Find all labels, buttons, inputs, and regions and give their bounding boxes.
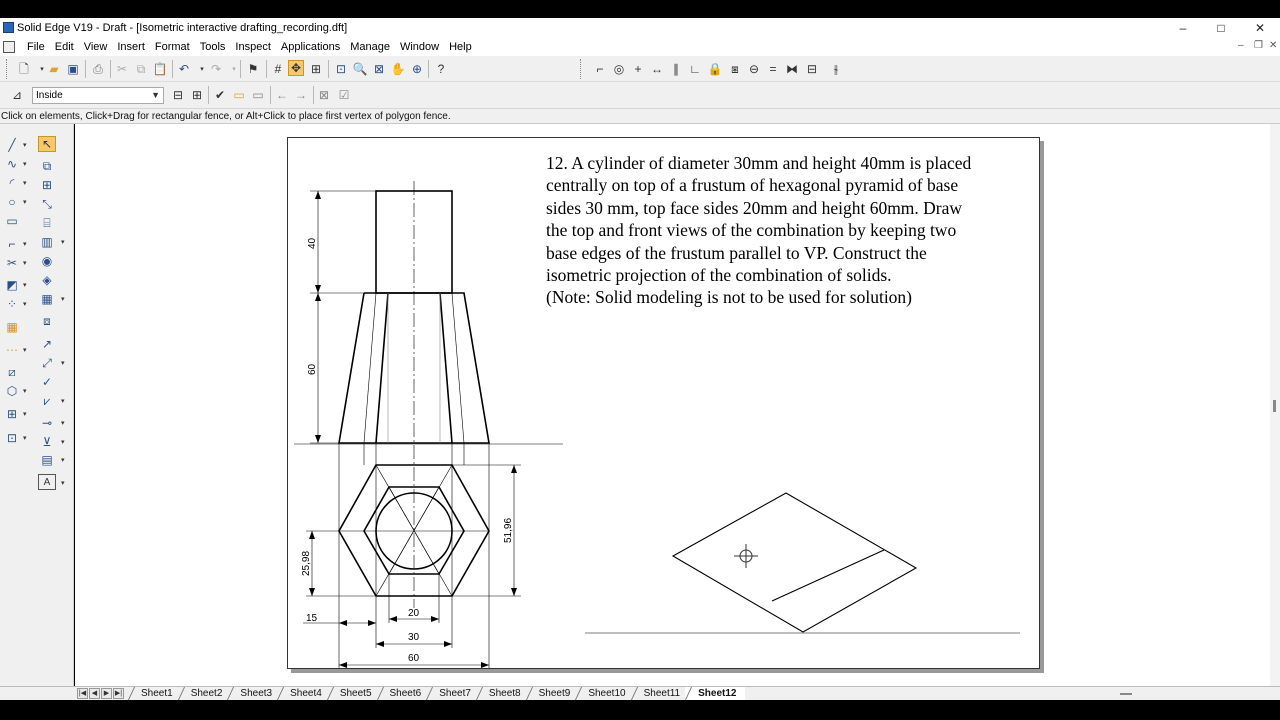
zoom-in-icon[interactable]: ⊕ (411, 62, 423, 76)
horizontal-tool-icon[interactable]: ↔ (651, 62, 663, 76)
whats-this-icon[interactable]: ? (437, 62, 445, 76)
save-icon[interactable]: ▣ (67, 62, 79, 76)
vertical-scrollbar[interactable] (1270, 124, 1280, 686)
rectangle-icon[interactable]: ▭ (6, 214, 18, 228)
document-icon[interactable] (3, 41, 15, 53)
line-tool-icon[interactable]: ⌐ (596, 62, 604, 76)
open-icon[interactable]: ▰ (49, 62, 59, 76)
weld-symbol-icon[interactable]: ⩗ (43, 393, 51, 408)
selection-mode-select[interactable] (32, 87, 164, 104)
ribbon-bar (0, 82, 1280, 108)
surface-texture-icon[interactable]: ✓ (41, 375, 53, 389)
fit-icon[interactable]: ⊠ (373, 62, 385, 76)
problem-line: base edges of the frustum parallel to VP. Construct the (546, 242, 927, 263)
text-icon[interactable]: A (38, 474, 56, 490)
lock-icon[interactable]: 🔒 (707, 62, 723, 76)
menu-inspect[interactable]: Inspect (235, 41, 271, 53)
first-sheet-button[interactable]: |◀ (78, 690, 87, 697)
sheet-tabs (128, 687, 741, 700)
dim-text-cylinder-height: 40 (307, 237, 318, 249)
sheet-tab-sheet12[interactable]: Sheet12 (685, 687, 745, 700)
dimension-axis-icon[interactable]: ▦ (41, 292, 53, 306)
dim-text-offset: 15 (306, 613, 318, 624)
solid-edge-app-icon (3, 22, 14, 33)
sheet-tab-sheet1[interactable]: Sheet1 (128, 687, 182, 700)
edge-condition-icon[interactable]: ⊸ (41, 416, 53, 430)
connect-tool-icon[interactable]: ⧆ (731, 62, 739, 76)
sheet-tab-sheet6[interactable]: Sheet6 (377, 687, 431, 700)
sheet-tab-sheet4[interactable]: Sheet4 (277, 687, 331, 700)
fence-overlap-icon[interactable]: ⊞ (191, 88, 203, 102)
sheet-tab-bar (0, 686, 1280, 700)
pattern-icon[interactable]: ⁘ (6, 297, 18, 311)
trim-icon[interactable]: ✂ (6, 256, 18, 270)
menu-items (22, 40, 477, 54)
problem-line: isometric projection of the combination of solids. (546, 265, 892, 286)
back-icon[interactable]: ← (276, 88, 288, 102)
sheet-tab-sheet11[interactable]: Sheet11 (631, 687, 690, 700)
toolbar-grip[interactable] (6, 59, 9, 79)
undo-icon[interactable]: ↶ (178, 62, 190, 76)
dim-text-frustum-height: 60 (307, 363, 318, 375)
sheet-tab-sheet5[interactable]: Sheet5 (327, 687, 381, 700)
view-3d-icon[interactable]: ⬡ (6, 384, 18, 398)
dim-text-base-across: 60 (408, 653, 420, 664)
window-title: Solid Edge V19 - Draft - [Isometric interactive drafting_recording.dft] (17, 22, 348, 34)
cross-tool-icon[interactable]: + (634, 62, 642, 76)
distance-icon[interactable]: ⊞ (41, 178, 53, 192)
drawing-tools-bar: ╱ ▾ ∿ ▾ ◜ ▾ ○ ▾ ▭ ⌐ ▾ ✂ ▾ ◩ ▾ ⁘ ▾ ▦ ⋯ ▾ ⧄ ⬡ ▾ ⊞ ▾ ⊡ ▾ ↖ ⧉ ⊞ ⤡ ⌸ ▥ ▾ ◉ ◈ ▦ ▾ ⧈ ↗ ⤢ ▾ ✓ ⩗ ▾ ⊸ ▾ ⊻ ▾ ▤ ▾ A ▾ (0, 124, 74, 686)
isometric-base-rhombus (673, 493, 916, 632)
standard-toolbar (0, 56, 1280, 82)
menu-applications[interactable]: Applications (280, 41, 341, 53)
detail-icon[interactable]: ⊡ (6, 431, 18, 445)
drawing-sheet (287, 137, 1040, 669)
sheet-tab-sheet2[interactable]: Sheet2 (178, 687, 232, 700)
tangent-tool-icon[interactable]: ⊖ (748, 62, 760, 76)
problem-line: sides 30 mm, top face sides 20mm and height 60mm. Draw (546, 197, 963, 218)
zoom-icon[interactable]: 🔍 (352, 62, 368, 76)
view-wizard-icon[interactable]: ⊞ (6, 407, 18, 421)
fill-icon[interactable]: ◩ (6, 278, 18, 292)
paste-icon[interactable]: 📋 (152, 62, 168, 76)
prompt-bar: Click on elements, Click+Drag for rectangular fence, or Alt+Click to place first vertex of polygon fence. (0, 108, 1280, 124)
fence-inside-icon[interactable]: ⊟ (172, 88, 184, 102)
print-icon[interactable]: ⎙ (93, 62, 103, 76)
symmetric-diameter-icon[interactable]: ▥ (41, 235, 53, 249)
menu-bar (0, 38, 1280, 56)
zoom-area-icon[interactable]: ⊡ (335, 62, 347, 76)
cut-icon[interactable]: ✂ (116, 62, 128, 76)
intellisketch-icon[interactable]: ⊞ (310, 62, 322, 76)
grid-icon[interactable]: # (274, 62, 282, 76)
problem-line: the top and front views of the combination by keeping two (546, 220, 957, 241)
next-sheet-button[interactable]: ▶ (101, 688, 112, 699)
sheet-tab-sheet9[interactable]: Sheet9 (526, 687, 580, 700)
undo-dropdown-icon[interactable]: ▾ (200, 65, 204, 73)
select-all-icon[interactable]: ▭ (233, 88, 245, 102)
radial-icon[interactable]: ◉ (41, 254, 53, 268)
retrieve-dimensions-icon[interactable]: ⧈ (43, 313, 51, 328)
dim-text-base-side: 30 (408, 632, 420, 643)
prev-sheet-button[interactable]: ◀ (89, 688, 100, 699)
select-tool-icon[interactable]: ↖ (38, 136, 56, 152)
perpendicular-tool-icon[interactable]: ∟ (689, 62, 701, 76)
minimize-button[interactable]: – (1179, 21, 1187, 35)
menu-manage[interactable]: Manage (350, 41, 390, 53)
fillet-icon[interactable]: ⌐ (8, 237, 16, 251)
problem-line: 12. A cylinder of diameter 30mm and height 40mm is placed (546, 153, 972, 173)
new-icon[interactable]: 🗋 (19, 62, 29, 76)
flag-icon[interactable]: ⚑ (247, 62, 259, 76)
curve-icon[interactable]: ∿ (6, 157, 18, 171)
circle-icon[interactable]: ○ (8, 195, 16, 209)
copy-icon[interactable]: ⧉ (136, 62, 146, 76)
doc-minimize-button[interactable]: – (1238, 40, 1244, 51)
pan-icon[interactable]: ✋ (390, 62, 406, 76)
deselect-icon[interactable]: ▭ (252, 88, 264, 102)
feature-control-frame-icon[interactable]: ▤ (41, 453, 53, 467)
equal-tool-icon[interactable]: = (769, 62, 777, 76)
selection-mode-value: Inside (36, 90, 63, 101)
doc-restore-button[interactable]: ❐ (1254, 40, 1263, 51)
isometric-construction-line (772, 550, 884, 601)
problem-line: (Note: Solid modeling is not to be used for solution) (546, 287, 913, 308)
doc-close-button[interactable]: ✕ (1269, 40, 1278, 51)
smart-dimension-icon[interactable]: ⧉ (42, 158, 52, 173)
new-dropdown-icon[interactable]: ▾ (40, 65, 44, 73)
balloon-icon[interactable]: ⤢ (42, 355, 52, 370)
forward-icon[interactable]: → (295, 88, 307, 102)
chamfer-dimension-icon[interactable]: ◈ (42, 273, 52, 287)
cancel-icon[interactable]: ⊠ (318, 88, 330, 102)
dimension-line-icon[interactable]: ⋯ (6, 343, 18, 357)
dim-text-top-side: 20 (408, 608, 420, 619)
redo-dropdown-icon[interactable]: ▾ (232, 65, 236, 73)
redo-icon[interactable]: ↷ (210, 62, 222, 76)
menu-tools[interactable]: Tools (199, 41, 226, 53)
symmetric-tool-icon[interactable]: ⧓ (786, 62, 798, 76)
dim-text-half-height: 25,98 (301, 550, 312, 576)
sheet-tab-sheet7[interactable]: Sheet7 (426, 687, 480, 700)
drawing-canvas[interactable] (75, 124, 1270, 686)
sheet-tab-sheet8[interactable]: Sheet8 (476, 687, 530, 700)
menu-view[interactable]: View (83, 41, 108, 53)
last-sheet-button[interactable]: ▶| (114, 690, 123, 697)
horizontal-scrollbar[interactable] (980, 688, 1265, 699)
angle-icon[interactable]: ⤡ (42, 196, 52, 211)
line-icon[interactable]: ╱ (8, 138, 16, 152)
block-icon[interactable]: ▦ (6, 320, 18, 334)
accept-icon[interactable]: ✔ (214, 88, 226, 102)
dim-text-hex-height: 51,96 (503, 517, 514, 543)
frustum-edge-left (376, 293, 388, 443)
problem-line: centrally on top of a frustum of hexagonal pyramid of base (546, 175, 959, 196)
datum-frame-icon[interactable]: ⊻ (42, 435, 52, 449)
problem-statement (546, 152, 1038, 309)
circle-tool-icon[interactable]: ◎ (613, 62, 625, 76)
menu-edit[interactable]: Edit (54, 41, 74, 53)
rigid-tool-icon[interactable]: ⊟ (806, 62, 818, 76)
collinear-tool-icon[interactable]: ⫳ (833, 62, 839, 76)
maximize-button[interactable]: □ (1217, 21, 1225, 35)
menu-help[interactable]: Help (449, 41, 472, 53)
frustum-edge-right (440, 293, 452, 443)
menu-file[interactable]: File (27, 41, 45, 53)
toolbar-grip-2[interactable] (580, 59, 583, 79)
finish-icon[interactable]: ☑ (338, 88, 350, 102)
sheet-tab-sheet3[interactable]: Sheet3 (227, 687, 281, 700)
sketch-icon[interactable]: ⧄ (8, 364, 16, 379)
arc-icon[interactable]: ◜ (9, 176, 15, 190)
callout-icon[interactable]: ↗ (41, 337, 53, 351)
close-button[interactable]: ✕ (1254, 21, 1266, 35)
snap-icon[interactable]: ✥ (288, 60, 304, 76)
coordinate-icon[interactable]: ⌸ (43, 215, 51, 230)
menu-insert[interactable]: Insert (117, 41, 145, 53)
chevron-down-icon: ▼ (151, 90, 160, 100)
parallel-tool-icon[interactable]: ∥ (673, 62, 679, 76)
menu-window[interactable]: Window (399, 41, 440, 53)
crosshair-cursor-icon (734, 544, 758, 568)
select-tool-options-icon[interactable]: ⊿ (11, 88, 23, 102)
menu-format[interactable]: Format (154, 41, 190, 53)
title-bar (0, 18, 1280, 38)
sheet-tab-sheet10[interactable]: Sheet10 (575, 687, 634, 700)
